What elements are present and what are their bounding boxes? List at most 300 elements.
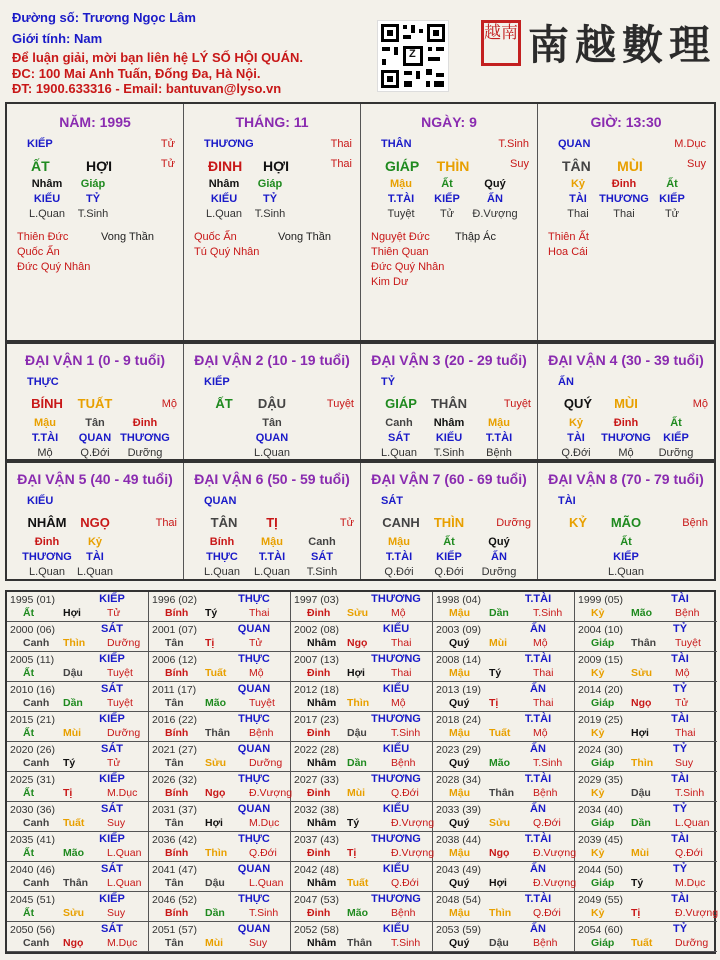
four-pillars-panel xyxy=(5,102,716,342)
year-label: 2029 (35) xyxy=(578,774,623,786)
earthly-branch: DẬU xyxy=(257,396,287,411)
hidden-stem-relation: KIẾU xyxy=(435,432,463,444)
hidden-stem: Canh xyxy=(385,417,413,429)
year-label: 2044 (50) xyxy=(578,864,623,876)
star-item-secondary: Thập Ác xyxy=(455,231,496,243)
year-branch: Hợi xyxy=(631,727,649,739)
hidden-stem-phase: L.Quan xyxy=(253,447,291,459)
year-relation: TÀI xyxy=(671,713,689,725)
hidden-stem-relation: KIẾU xyxy=(210,193,238,205)
stem-relation: KIẾP xyxy=(27,138,53,150)
year-label: 2014 (20) xyxy=(578,684,623,696)
year-branch: Thân xyxy=(63,877,89,889)
year-relation: TỶ xyxy=(672,743,688,755)
earthly-branch: NGỌ xyxy=(80,515,110,530)
gender-line: Giới tính: Nam xyxy=(12,31,103,46)
year-branch: Mùi xyxy=(631,847,650,859)
year-branch: Hợi xyxy=(347,667,365,679)
hidden-stem-phase: Bệnh xyxy=(486,447,512,459)
year-stem: Bính xyxy=(165,667,189,679)
dai-van-title: ĐẠI VẬN 6 (50 - 59 tuổi) xyxy=(194,471,350,487)
hidden-stem: Nhâm xyxy=(31,178,63,190)
hidden-stem: Quý xyxy=(488,536,510,548)
year-branch: Tuất xyxy=(489,727,511,739)
year-label: 1998 (04) xyxy=(436,594,481,606)
phone-email-line[interactable]: ĐT: 1900.633316 - Email: bantuvan@lyso.vn xyxy=(12,81,282,96)
branch-relation: Thai xyxy=(330,138,352,150)
year-phase: Q.Đới xyxy=(391,787,419,799)
year-stem: Kỷ xyxy=(591,607,605,619)
year-relation: TỶ xyxy=(672,683,688,695)
hidden-stem-relation: T.TÀI xyxy=(485,432,513,444)
stem-relation: KIẾP xyxy=(204,376,230,388)
year-stem: Ất xyxy=(23,847,35,859)
year-relation: ẤN xyxy=(530,743,546,755)
year-cell[interactable] xyxy=(7,652,149,682)
dai-van-row-2 xyxy=(5,461,716,581)
year-branch: Hợi xyxy=(205,817,223,829)
year-stem: Kỷ xyxy=(591,667,605,679)
year-cell[interactable] xyxy=(7,892,149,922)
hidden-stem-phase: Tuyệt xyxy=(387,208,415,220)
hidden-stem-phase: Q.Đới xyxy=(384,566,414,578)
year-branch: Thìn xyxy=(489,907,512,919)
year-cell[interactable] xyxy=(575,682,717,712)
heavenly-stem: TÂN xyxy=(562,158,591,174)
year-cell[interactable] xyxy=(575,922,717,952)
year-label: 2031 (37) xyxy=(152,804,197,816)
hidden-stem-phase: Tử xyxy=(439,208,455,220)
year-label: 2019 (25) xyxy=(578,714,623,726)
year-relation: KIẾU xyxy=(382,863,410,875)
year-phase: Đ.Vượng xyxy=(675,907,719,919)
year-cell[interactable] xyxy=(433,652,575,682)
year-cell[interactable] xyxy=(149,802,291,832)
year-label: 2003 (09) xyxy=(436,624,481,636)
year-cell[interactable] xyxy=(291,742,433,772)
year-phase: Bệnh xyxy=(249,727,274,739)
year-cell[interactable] xyxy=(575,652,717,682)
pillar-title: THÁNG: 11 xyxy=(235,114,309,130)
year-relation: KIẾU xyxy=(382,923,410,935)
star-item: Quốc Ấn xyxy=(17,246,60,258)
annual-luck-grid xyxy=(5,590,719,954)
hidden-stem-phase: Thai xyxy=(567,208,589,220)
year-cell[interactable] xyxy=(7,922,149,952)
year-stem: Ất xyxy=(23,787,35,799)
year-branch: Ngọ xyxy=(347,637,368,649)
year-label: 1996 (02) xyxy=(152,594,197,606)
hidden-stem: Ất xyxy=(620,536,632,548)
year-cell[interactable] xyxy=(7,802,149,832)
year-relation: SÁT xyxy=(101,743,123,755)
year-relation: THƯƠNG xyxy=(371,713,421,725)
year-branch: Tị xyxy=(205,637,215,649)
earthly-branch: MÙI xyxy=(614,396,638,411)
year-cell[interactable] xyxy=(291,832,433,862)
year-cell[interactable] xyxy=(575,802,717,832)
heavenly-stem: GIÁP xyxy=(385,158,420,174)
year-relation: THỰC xyxy=(238,893,270,905)
year-stem: Mậu xyxy=(449,667,470,679)
hidden-stem: Canh xyxy=(308,536,336,548)
year-branch: Mão xyxy=(347,907,368,919)
year-branch: Thìn xyxy=(205,847,228,859)
year-stem: Tân xyxy=(165,817,184,829)
year-label: 2018 (24) xyxy=(436,714,481,726)
year-cell[interactable] xyxy=(575,892,717,922)
year-relation: TÀI xyxy=(671,773,689,785)
year-phase: Dưỡng xyxy=(107,637,141,649)
star-item: Đức Quý Nhân xyxy=(17,261,91,273)
year-cell[interactable] xyxy=(7,682,149,712)
year-stem: Canh xyxy=(23,817,50,829)
year-label: 2041 (47) xyxy=(152,864,197,876)
year-branch: Dần xyxy=(63,697,83,709)
stem-relation: THÂN xyxy=(381,138,412,150)
year-phase: T.Sinh xyxy=(533,757,563,769)
year-relation: T.TÀI xyxy=(524,833,552,845)
year-branch: Thân xyxy=(489,787,515,799)
life-phase: Thai xyxy=(155,517,177,529)
year-cell[interactable] xyxy=(575,742,717,772)
year-cell[interactable] xyxy=(575,592,717,622)
dai-van-title: ĐẠI VẬN 4 (30 - 39 tuổi) xyxy=(548,352,704,368)
year-cell[interactable] xyxy=(291,622,433,652)
year-label: 2005 (11) xyxy=(10,654,55,666)
life-phase: Dưỡng xyxy=(496,517,531,529)
year-cell[interactable] xyxy=(433,712,575,742)
branch-relation: Tử xyxy=(160,138,175,150)
year-cell[interactable] xyxy=(291,862,433,892)
earthly-branch: MÙI xyxy=(617,158,643,174)
year-cell[interactable] xyxy=(433,742,575,772)
year-cell[interactable] xyxy=(433,892,575,922)
heavenly-stem: CANH xyxy=(382,515,420,530)
year-phase: T.Sinh xyxy=(249,907,279,919)
year-cell[interactable] xyxy=(149,712,291,742)
year-cell[interactable] xyxy=(291,892,433,922)
year-cell[interactable] xyxy=(575,772,717,802)
year-cell[interactable] xyxy=(433,832,575,862)
year-phase: Tuyệt xyxy=(107,667,133,679)
hidden-stem-relation: KIẾP xyxy=(436,551,462,563)
hidden-stem-relation: T.TÀI xyxy=(387,193,415,205)
stem-relation: KIẾU xyxy=(27,495,54,507)
year-branch: Mùi xyxy=(347,787,366,799)
year-cell[interactable] xyxy=(149,862,291,892)
year-relation: QUAN xyxy=(237,923,271,935)
dai-van-cell xyxy=(538,344,714,459)
year-cell[interactable] xyxy=(7,592,149,622)
star-item: Đức Quý Nhân xyxy=(371,261,445,273)
year-cell[interactable] xyxy=(575,622,717,652)
year-cell[interactable] xyxy=(433,592,575,622)
year-cell[interactable] xyxy=(291,772,433,802)
year-branch: Tý xyxy=(489,667,502,679)
hidden-stem-relation: T.TÀI xyxy=(258,551,286,563)
year-cell[interactable] xyxy=(291,652,433,682)
heavenly-stem: NHÂM xyxy=(27,515,67,530)
year-cell[interactable] xyxy=(7,742,149,772)
year-phase: Bệnh xyxy=(533,787,558,799)
year-cell[interactable] xyxy=(7,772,149,802)
year-cell[interactable] xyxy=(433,862,575,892)
year-cell[interactable] xyxy=(433,772,575,802)
hidden-stem: Kỷ xyxy=(87,536,103,548)
hidden-stem-relation: KIẾP xyxy=(659,193,685,205)
year-branch: Thân xyxy=(347,937,373,949)
star-list xyxy=(371,230,444,290)
year-relation: TỶ xyxy=(672,923,688,935)
year-phase: T.Sinh xyxy=(391,727,421,739)
heavenly-stem: QUÝ xyxy=(563,396,593,411)
year-cell[interactable] xyxy=(291,922,433,952)
year-relation: KIẾP xyxy=(99,653,125,665)
year-branch: Dần xyxy=(631,817,651,829)
year-cell[interactable] xyxy=(149,682,291,712)
year-branch: Tị xyxy=(63,787,73,799)
year-branch: Tuất xyxy=(63,817,85,829)
year-cell[interactable] xyxy=(149,832,291,862)
year-relation: SÁT xyxy=(101,863,123,875)
year-label: 2054 (60) xyxy=(578,924,623,936)
year-phase: T.Sinh xyxy=(533,607,563,619)
year-cell[interactable] xyxy=(7,832,149,862)
year-label: 2043 (49) xyxy=(436,864,481,876)
stem-relation: SÁT xyxy=(381,495,403,507)
year-branch: Tuất xyxy=(631,937,653,949)
pillar-column xyxy=(538,104,714,340)
hidden-stem: Đinh xyxy=(611,178,637,190)
hidden-stem-phase: L.Quan xyxy=(607,566,645,578)
year-relation: KIẾP xyxy=(99,713,125,725)
year-stem: Nhâm xyxy=(307,637,337,649)
earthly-branch: TỊ xyxy=(266,515,278,530)
earthly-branch: THÂN xyxy=(430,396,468,411)
year-stem: Tân xyxy=(165,757,184,769)
year-stem: Bính xyxy=(165,607,189,619)
year-relation: ẤN xyxy=(530,683,546,695)
year-stem: Quý xyxy=(449,637,470,649)
year-cell[interactable] xyxy=(149,922,291,952)
address-line: ĐC: 100 Mai Anh Tuấn, Đống Đa, Hà Nội. xyxy=(12,66,261,81)
year-cell[interactable] xyxy=(433,922,575,952)
year-cell[interactable] xyxy=(291,802,433,832)
year-stem: Đinh xyxy=(307,847,331,859)
year-phase: Đ.Vượng xyxy=(533,877,577,889)
year-label: 2028 (34) xyxy=(436,774,481,786)
year-relation: T.TÀI xyxy=(524,713,552,725)
year-stem: Canh xyxy=(23,877,50,889)
year-cell[interactable] xyxy=(291,682,433,712)
year-cell[interactable] xyxy=(291,712,433,742)
hidden-stem-relation: ẤN xyxy=(487,193,503,205)
hidden-stem: Giáp xyxy=(80,178,106,190)
year-cell[interactable] xyxy=(149,772,291,802)
hidden-stem-phase: T.Sinh xyxy=(254,208,286,220)
qr-code[interactable] xyxy=(377,20,449,92)
pillar-title: NĂM: 1995 xyxy=(59,114,131,130)
year-cell[interactable] xyxy=(433,622,575,652)
stem-relation: TỶ xyxy=(381,376,396,388)
life-phase: Tử xyxy=(160,158,175,170)
year-phase: Đ.Vượng xyxy=(249,787,293,799)
year-branch: Tị xyxy=(489,697,499,709)
hidden-stem-phase: Mộ xyxy=(37,447,53,459)
year-stem: Giáp xyxy=(591,757,615,769)
year-phase: Tử xyxy=(249,637,263,649)
year-relation: TÀI xyxy=(671,653,689,665)
hidden-stem-phase: Q.Đới xyxy=(80,447,110,459)
year-phase: Tuyệt xyxy=(675,637,701,649)
year-phase: Thai xyxy=(533,697,554,709)
year-phase: Tuyệt xyxy=(249,697,275,709)
life-phase: Tuyệt xyxy=(503,398,531,410)
year-branch: Mùi xyxy=(205,937,224,949)
year-cell[interactable] xyxy=(575,712,717,742)
year-phase: Thai xyxy=(249,607,270,619)
year-stem: Đinh xyxy=(307,787,331,799)
year-label: 2039 (45) xyxy=(578,834,623,846)
year-branch: Dần xyxy=(347,757,367,769)
heavenly-stem: ẤT xyxy=(215,396,233,411)
year-stem: Tân xyxy=(165,697,184,709)
year-phase: Suy xyxy=(249,937,268,949)
year-stem: Nhâm xyxy=(307,697,337,709)
hidden-stem: Đinh xyxy=(132,417,158,429)
year-branch: Tuất xyxy=(347,877,369,889)
header xyxy=(0,0,720,100)
hidden-stem: Mậu xyxy=(261,536,283,548)
earthly-branch: THÌN xyxy=(436,158,470,174)
hidden-stem-phase: Thai xyxy=(613,208,635,220)
year-phase: Dưỡng xyxy=(675,937,709,949)
hidden-stem: Đinh xyxy=(34,536,60,548)
year-branch: Ngọ xyxy=(205,787,226,799)
year-cell[interactable] xyxy=(7,712,149,742)
life-phase: Mộ xyxy=(161,398,177,410)
year-cell[interactable] xyxy=(149,742,291,772)
year-label: 2012 (18) xyxy=(294,684,339,696)
year-label: 2011 (17) xyxy=(152,684,197,696)
year-phase: Mộ xyxy=(533,637,548,649)
hidden-stem-relation: KIẾU xyxy=(33,193,61,205)
hidden-stem: Mậu xyxy=(488,417,510,429)
year-phase: Thai xyxy=(391,667,412,679)
year-branch: Ngọ xyxy=(489,847,510,859)
year-cell[interactable] xyxy=(7,862,149,892)
star-item-secondary: Vong Thần xyxy=(278,231,332,243)
stem-relation: QUAN xyxy=(204,495,237,507)
year-cell[interactable] xyxy=(575,862,717,892)
year-relation: T.TÀI xyxy=(524,893,552,905)
year-relation: KIẾU xyxy=(382,683,410,695)
year-cell[interactable] xyxy=(7,622,149,652)
heavenly-stem: KỶ xyxy=(568,515,588,530)
star-item: Kim Dư xyxy=(371,276,409,288)
hidden-stem: Ất xyxy=(443,536,455,548)
hidden-stem-relation: THƯƠNG xyxy=(599,193,649,205)
hidden-stem-relation: T.TÀI xyxy=(385,551,413,563)
hidden-stem-phase: T.Sinh xyxy=(77,208,109,220)
year-cell[interactable] xyxy=(149,622,291,652)
year-cell[interactable] xyxy=(433,802,575,832)
year-label: 2052 (58) xyxy=(294,924,339,936)
year-label: 1995 (01) xyxy=(10,594,55,606)
year-relation: T.TÀI xyxy=(524,773,552,785)
year-branch: Tý xyxy=(631,877,644,889)
year-branch: Tị xyxy=(631,907,641,919)
year-phase: M.Dục xyxy=(107,937,138,949)
year-relation: ẤN xyxy=(530,803,546,815)
year-stem: Mậu xyxy=(449,907,470,919)
hidden-stem-phase: L.Quan xyxy=(28,208,66,220)
hidden-stem-relation: QUAN xyxy=(78,432,112,444)
year-cell[interactable] xyxy=(575,832,717,862)
year-stem: Giáp xyxy=(591,937,615,949)
year-cell[interactable] xyxy=(149,652,291,682)
hidden-stem-relation: SÁT xyxy=(388,432,410,444)
life-phase: Thai xyxy=(330,158,352,170)
year-stem: Đinh xyxy=(307,607,331,619)
year-cell[interactable] xyxy=(149,892,291,922)
star-item: Tú Quý Nhân xyxy=(194,246,260,258)
year-phase: Bệnh xyxy=(391,757,416,769)
dai-van-title: ĐẠI VẬN 1 (0 - 9 tuổi) xyxy=(24,352,165,368)
year-stem: Canh xyxy=(23,697,50,709)
year-phase: Tử xyxy=(107,757,121,769)
year-stem: Canh xyxy=(23,637,50,649)
year-stem: Ất xyxy=(23,607,35,619)
dai-van-title: ĐẠI VẬN 5 (40 - 49 tuổi) xyxy=(17,471,173,487)
year-stem: Quý xyxy=(449,817,470,829)
year-phase: Đ.Vượng xyxy=(391,847,435,859)
heavenly-stem: ẤT xyxy=(31,158,50,174)
year-relation: ẤN xyxy=(530,863,546,875)
hidden-stem-phase: Tử xyxy=(664,208,680,220)
year-branch: Mão xyxy=(489,757,510,769)
heavenly-stem: ĐINH xyxy=(208,158,243,174)
pillar-title: NGÀY: 9 xyxy=(421,114,477,130)
dai-van-title: ĐẠI VẬN 8 (70 - 79 tuổi) xyxy=(548,471,704,487)
year-label: 2016 (22) xyxy=(152,714,197,726)
hidden-stem: Đinh xyxy=(613,417,639,429)
year-phase: Bệnh xyxy=(675,607,700,619)
year-relation: THỰC xyxy=(238,593,270,605)
year-stem: Tân xyxy=(165,637,184,649)
year-branch: Tị xyxy=(347,847,357,859)
year-phase: Dưỡng xyxy=(249,757,283,769)
year-label: 2046 (52) xyxy=(152,894,197,906)
year-cell[interactable] xyxy=(291,592,433,622)
year-stem: Nhâm xyxy=(307,757,337,769)
year-label: 2008 (14) xyxy=(436,654,481,666)
life-phase: Mộ xyxy=(692,398,708,410)
year-label: 2026 (32) xyxy=(152,774,197,786)
year-branch: Tý xyxy=(347,817,360,829)
year-relation: THỰC xyxy=(238,773,270,785)
year-cell[interactable] xyxy=(433,682,575,712)
year-label: 2001 (07) xyxy=(152,624,197,636)
year-relation: KIẾP xyxy=(99,893,125,905)
year-label: 2047 (53) xyxy=(294,894,339,906)
hidden-stem-relation: KIẾP xyxy=(434,193,460,205)
dai-van-title: ĐẠI VẬN 2 (10 - 19 tuổi) xyxy=(194,352,350,368)
year-relation: T.TÀI xyxy=(524,653,552,665)
year-cell[interactable] xyxy=(149,592,291,622)
hidden-stem: Tân xyxy=(85,417,105,429)
